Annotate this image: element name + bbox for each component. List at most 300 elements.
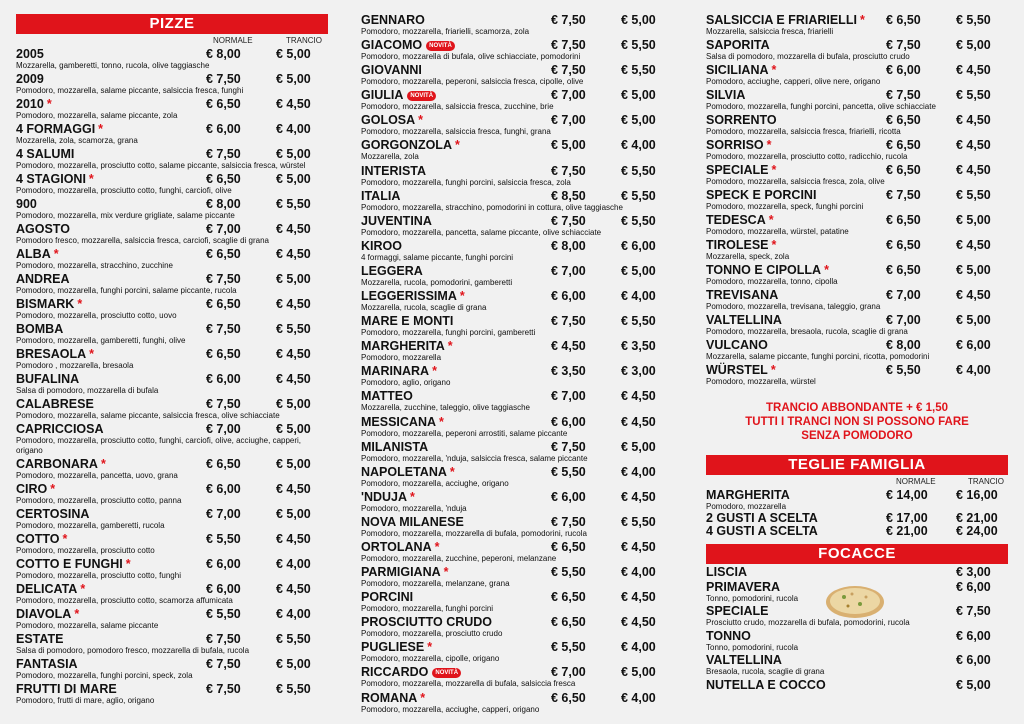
menu-item-name: ROMANA — [361, 690, 418, 705]
price-normale: € 5,00 — [551, 138, 586, 153]
menu-item-description: Pomodoro, mozzarella, prosciutto cotto, panna — [16, 495, 182, 505]
menu-item-name: LEGGERA — [361, 263, 423, 278]
price-trancio: € 4,50 — [956, 288, 991, 302]
menu-item-name: ORTOLANA — [361, 539, 432, 554]
price-normale: € 6,00 — [886, 63, 921, 77]
star-icon: * — [766, 138, 772, 152]
focaccia-item — [706, 654, 1008, 677]
price-trancio: € 4,00 — [621, 565, 656, 580]
menu-item-line — [361, 466, 673, 479]
menu-item-line — [361, 541, 673, 554]
menu-column-2 — [361, 14, 673, 717]
menu-item-description: Pomodoro, mozzarella, stracchino, pomodorini in cottura, olive taggiasche — [361, 202, 623, 212]
star-icon: * — [439, 414, 444, 429]
menu-item-name: 2010 — [16, 97, 44, 111]
teglie-column-headers — [706, 475, 1008, 489]
menu-item-line — [706, 39, 1008, 52]
menu-item-description: Pomodoro, mozzarella, salsiccia fresca, zola, olive — [706, 177, 885, 186]
price-trancio: € 5,00 — [276, 456, 311, 471]
menu-item — [361, 39, 673, 62]
menu-item-name: SAPORITA — [706, 38, 770, 52]
menu-item-line — [706, 339, 1008, 352]
menu-item-description: Mozzarella, zola, scamorza, grana — [16, 136, 138, 145]
menu-item — [16, 483, 328, 506]
focaccia-price: € 3,00 — [956, 564, 991, 579]
menu-item-description: Pomodoro, mozzarella, peperoni, salsiccia fresca, cipolle, olive — [361, 77, 584, 87]
price-normale: € 4,50 — [551, 339, 586, 354]
menu-item — [706, 364, 1008, 387]
price-trancio: € 4,50 — [621, 414, 656, 429]
menu-item — [706, 239, 1008, 262]
star-icon: * — [88, 172, 94, 186]
menu-item — [16, 398, 328, 421]
pizze-header: PIZZE — [16, 14, 328, 34]
teglie-header: TEGLIE FAMIGLIA — [706, 455, 1008, 475]
menu-item — [16, 558, 328, 581]
novita-badge: NOVITÀ — [426, 41, 455, 51]
menu-item-line — [361, 616, 673, 629]
price-trancio: € 4,00 — [956, 363, 991, 377]
price-trancio: € 5,50 — [276, 681, 311, 696]
price-trancio: € 5,50 — [956, 13, 991, 27]
focaccia-item-line — [706, 581, 1008, 594]
menu-item-line — [361, 114, 673, 127]
star-icon: * — [859, 13, 865, 27]
menu-item — [361, 566, 673, 589]
price-trancio: € 4,50 — [276, 247, 311, 261]
menu-item — [706, 64, 1008, 87]
pizza-list-2 — [361, 14, 673, 714]
menu-item — [706, 289, 1008, 312]
menu-item — [706, 339, 1008, 362]
price-trancio: € 4,50 — [276, 372, 311, 386]
star-icon: * — [771, 63, 777, 77]
star-icon: * — [427, 640, 433, 655]
menu-item — [361, 365, 673, 388]
menu-item — [706, 164, 1008, 187]
menu-item — [16, 423, 328, 455]
teglie-list — [706, 489, 1008, 538]
price-normale: € 7,50 — [206, 656, 241, 671]
menu-item — [361, 491, 673, 514]
teglia-item — [706, 525, 1008, 538]
menu-item — [706, 314, 1008, 337]
price-trancio: € 5,00 — [276, 656, 311, 671]
price-normale: € 6,50 — [551, 615, 586, 630]
menu-item-line — [361, 365, 673, 378]
price-trancio: € 4,00 — [276, 556, 311, 571]
menu-item-description: Salsa di pomodoro, mozzarella di bufala, prosciutto crudo — [706, 52, 910, 61]
menu-item — [16, 48, 328, 71]
menu-item — [16, 348, 328, 371]
price-normale: € 6,50 — [886, 138, 921, 152]
menu-item-line — [706, 189, 1008, 202]
menu-item-name: COTTO — [16, 531, 60, 546]
price-trancio: € 5,00 — [621, 439, 656, 454]
menu-item-name: COTTO E FUNGHI — [16, 556, 123, 571]
menu-item-name: TREVISANA — [706, 288, 779, 302]
menu-item-line — [361, 89, 673, 102]
price-normale: € 6,50 — [886, 163, 921, 177]
price-normale: € 6,00 — [206, 581, 241, 596]
menu-item-name: WÜRSTEL — [706, 363, 768, 377]
price-trancio: € 4,50 — [276, 97, 311, 111]
menu-item-name: JUVENTINA — [361, 213, 432, 228]
menu-item — [361, 416, 673, 439]
menu-item-name: PUGLIESE — [361, 640, 425, 655]
price-trancio: € 4,50 — [621, 590, 656, 605]
price-normale: € 6,50 — [551, 590, 586, 605]
focaccia-item-name: LISCIA — [706, 564, 747, 579]
focaccia-item-name: PRIMAVERA — [706, 579, 781, 594]
price-trancio: € 4,00 — [621, 464, 656, 479]
menu-item — [16, 533, 328, 556]
menu-item-line — [361, 390, 673, 403]
menu-item-name: NOVA MILANESE — [361, 514, 464, 529]
menu-item-description: Pomodoro, mozzarella, prosciutto cotto, funghi, carciofi, olive, acciughe, capperi, origano — [16, 436, 302, 455]
menu-item-name: SICILIANA — [706, 63, 769, 77]
menu-item-name: CERTOSINA — [16, 506, 90, 521]
price-normale: € 6,50 — [206, 97, 241, 111]
menu-item-description: Pomodoro, mozzarella, salsiccia fresca, funghi, grana — [361, 127, 551, 137]
pizza-list-1 — [16, 48, 328, 705]
price-trancio: € 5,00 — [956, 213, 991, 227]
menu-item — [706, 139, 1008, 162]
price-normale: € 6,50 — [206, 172, 241, 186]
menu-item-line — [361, 666, 673, 679]
menu-item-description: Pomodoro, mozzarella di bufala, olive schiacciate, pomodorini — [361, 52, 581, 62]
focaccia-price: € 7,50 — [956, 604, 991, 618]
teglia-item — [706, 489, 1008, 512]
price-normale: € 5,50 — [206, 531, 241, 546]
star-icon: * — [50, 481, 56, 496]
teglia-price-trancio: € 21,00 — [956, 510, 998, 525]
menu-item — [361, 541, 673, 564]
menu-item-name: DELICATA — [16, 581, 78, 596]
focacce-header: FOCACCE — [706, 544, 1008, 564]
menu-item-line — [361, 190, 673, 203]
price-trancio: € 4,50 — [276, 297, 311, 311]
menu-column-1 — [16, 14, 328, 708]
price-normale: € 7,00 — [551, 263, 586, 278]
menu-item-line — [706, 64, 1008, 77]
menu-item-description: Pomodoro, mozzarella, salsiccia fresca, zucchine, brie — [361, 102, 554, 112]
menu-item-name: NAPOLETANA — [361, 464, 447, 479]
menu-item-name: MESSICANA — [361, 414, 437, 429]
star-icon: * — [459, 289, 465, 304]
menu-item-line — [16, 173, 328, 186]
menu-item-description: Pomodoro fresco, mozzarella, salsiccia fresca, carciofi, scaglie di grana — [16, 236, 269, 245]
menu-item-description: Pomodoro, mozzarella, mozzarella di bufala, pomodorini, rucola — [361, 528, 587, 538]
price-trancio: € 4,00 — [621, 690, 656, 705]
menu-item-description: Pomodoro, mozzarella, prosciutto cotto, salame piccante, salsiccia fresca, würstel — [16, 161, 306, 170]
price-normale: € 6,50 — [886, 213, 921, 227]
trancio-note-line2: TUTTI I TRANCI NON SI POSSONO FARE — [745, 416, 969, 428]
focaccia-item-line — [706, 605, 1008, 618]
menu-item-line — [16, 148, 328, 161]
menu-item-line — [16, 483, 328, 496]
menu-item-line — [361, 315, 673, 328]
menu-item-line — [16, 683, 328, 696]
price-normale: € 6,50 — [551, 690, 586, 705]
focaccia-item-description: Tonno, pomodorini, rucola — [706, 642, 799, 652]
focaccia-item-description: Tonno, pomodorini, rucola — [706, 593, 799, 603]
menu-column-3 — [706, 14, 1008, 694]
price-normale: € 6,00 — [206, 556, 241, 571]
menu-item-line — [16, 633, 328, 646]
focaccia-price: € 6,00 — [956, 579, 991, 594]
price-trancio: € 5,50 — [956, 88, 991, 102]
price-normale: € 6,50 — [886, 13, 921, 27]
focaccia-price: € 6,00 — [956, 628, 991, 643]
price-normale: € 7,50 — [551, 314, 586, 329]
focaccia-item — [706, 581, 1008, 604]
price-normale: € 7,50 — [206, 272, 241, 286]
price-trancio: € 6,00 — [621, 238, 656, 253]
menu-item — [706, 214, 1008, 237]
focaccia-item-line — [706, 630, 1008, 643]
price-trancio: € 4,50 — [956, 63, 991, 77]
menu-item-line — [16, 398, 328, 411]
menu-item-description: Pomodoro, mozzarella, peperoni arrostiti, salame piccante — [361, 428, 568, 438]
menu-item-description: Pomodoro, mozzarella, pancetta, salame piccante, olive schiacciate — [361, 227, 602, 237]
star-icon: * — [100, 456, 106, 471]
price-trancio: € 5,00 — [276, 172, 311, 186]
menu-item-description: Pomodoro, mozzarella, bresaola, rucola, scaglie di grana — [706, 327, 908, 336]
menu-item-name: ANDREA — [16, 272, 70, 286]
price-trancio: € 5,50 — [621, 38, 656, 53]
price-normale: € 7,50 — [206, 397, 241, 411]
menu-item-description: Mozzarella, speck, zola — [706, 252, 790, 261]
price-normale: € 6,50 — [886, 263, 921, 277]
price-normale: € 7,50 — [551, 439, 586, 454]
price-normale: € 7,00 — [551, 665, 586, 680]
price-trancio: € 5,00 — [276, 272, 311, 286]
menu-item-description: Pomodoro, mozzarella, funghi porcini, pancetta, olive schiacciate — [706, 102, 936, 111]
star-icon: * — [418, 113, 424, 128]
menu-item-line — [16, 323, 328, 336]
menu-item-description: Pomodoro, mozzarella — [361, 353, 442, 363]
price-normale: € 7,50 — [551, 213, 586, 228]
menu-item-line — [706, 264, 1008, 277]
price-normale: € 7,50 — [551, 13, 586, 27]
price-trancio: € 4,00 — [621, 138, 656, 153]
price-trancio: € 5,00 — [276, 397, 311, 411]
price-trancio: € 4,50 — [276, 581, 311, 596]
menu-item-name: PORCINI — [361, 590, 414, 605]
menu-item — [361, 390, 673, 413]
price-normale: € 7,00 — [886, 288, 921, 302]
menu-item-name: GIACOMO — [361, 38, 423, 53]
trancio-note-line3: SENZA POMODORO — [801, 430, 913, 442]
menu-item-description: Mozzarella, salsiccia fresca, friarielli — [706, 27, 834, 36]
teglia-item-line — [706, 525, 1008, 538]
menu-item-description: Pomodoro, mozzarella, tonno, cipolla — [706, 277, 838, 286]
menu-item-name: BOMBA — [16, 322, 64, 336]
menu-item — [16, 683, 328, 706]
menu-item-name: DIAVOLA — [16, 606, 72, 621]
menu-item-line — [361, 290, 673, 303]
price-normale: € 6,50 — [206, 347, 241, 361]
menu-item-description: Salsa di pomodoro, mozzarella di bufala — [16, 386, 159, 395]
price-trancio: € 4,50 — [276, 347, 311, 361]
price-normale: € 7,50 — [886, 188, 921, 202]
menu-item — [361, 315, 673, 338]
price-trancio: € 5,00 — [276, 147, 311, 161]
menu-item-name: MARE E MONTI — [361, 314, 454, 329]
menu-item — [706, 264, 1008, 287]
price-normale: € 5,50 — [551, 464, 586, 479]
star-icon: * — [432, 364, 437, 379]
focaccia-item-name: VALTELLINA — [706, 653, 782, 667]
menu-item — [16, 323, 328, 346]
menu-item-name: 900 — [16, 197, 37, 211]
menu-item-description: Pomodoro, mozzarella, prosciutto cotto, funghi — [16, 570, 181, 580]
menu-item-name: LEGGERISSIMA — [361, 289, 457, 304]
menu-item-name: INTERISTA — [361, 163, 427, 178]
menu-item-description: Pomodoro, mozzarella, melanzane, grana — [361, 579, 510, 589]
menu-item-line — [361, 692, 673, 705]
focaccia-item-name: TONNO — [706, 628, 751, 643]
star-icon: * — [410, 489, 415, 504]
menu-item — [16, 508, 328, 531]
price-trancio: € 4,50 — [276, 481, 311, 496]
price-trancio: € 5,50 — [956, 188, 991, 202]
menu-item — [16, 608, 328, 631]
price-normale: € 6,00 — [551, 489, 586, 504]
novita-badge: NOVITÀ — [407, 91, 436, 101]
menu-item — [706, 14, 1008, 37]
menu-item-name: GENNARO — [361, 13, 425, 27]
star-icon: * — [74, 606, 80, 621]
price-normale: € 7,50 — [206, 631, 241, 646]
menu-item-description: Mozzarella, gamberetti, tonno, rucola, olive taggiasche — [16, 61, 210, 70]
price-normale: € 7,50 — [886, 38, 921, 52]
menu-item-line — [16, 198, 328, 211]
price-normale: € 6,00 — [551, 289, 586, 304]
menu-item-line — [706, 364, 1008, 377]
price-trancio: € 5,00 — [621, 113, 656, 128]
menu-item-description: Pomodoro, mozzarella, speck, funghi porcini — [706, 202, 864, 211]
menu-item-description: Pomodoro, mozzarella, stracchino, zucchine — [16, 261, 173, 270]
menu-item-description: Pomodoro, mozzarella, funghi porcini — [361, 604, 494, 614]
price-trancio: € 4,00 — [276, 606, 311, 621]
menu-item-line — [16, 533, 328, 546]
menu-item-line — [706, 89, 1008, 102]
menu-item-line — [361, 516, 673, 529]
star-icon: * — [454, 138, 460, 153]
price-trancio: € 4,50 — [276, 222, 311, 236]
menu-item-line — [16, 423, 328, 436]
price-normale: € 8,00 — [551, 238, 586, 253]
menu-item-description: Pomodoro, mozzarella, gamberetti, funghi, olive — [16, 336, 186, 345]
menu-item-line — [361, 14, 673, 27]
price-trancio: € 5,50 — [276, 197, 311, 211]
menu-item — [361, 139, 673, 162]
menu-item-name: ITALIA — [361, 188, 401, 203]
price-normale: € 7,50 — [551, 163, 586, 178]
focaccia-item-description: Prosciutto crudo, mozzarella di bufala, pomodorini, rucola — [706, 618, 910, 627]
menu-item-line — [16, 608, 328, 621]
menu-item-line — [361, 165, 673, 178]
price-trancio: € 4,50 — [621, 539, 656, 554]
price-normale: € 6,50 — [886, 113, 921, 127]
menu-item-line — [361, 641, 673, 654]
price-normale: € 6,50 — [206, 247, 241, 261]
focaccia-price: € 5,00 — [956, 677, 991, 692]
menu-item-name: ESTATE — [16, 631, 64, 646]
menu-item-name: SILVIA — [706, 88, 746, 102]
menu-item-line — [706, 314, 1008, 327]
menu-item — [16, 583, 328, 606]
star-icon: * — [53, 247, 59, 261]
focaccia-item — [706, 630, 1008, 653]
menu-item-line — [361, 265, 673, 278]
menu-item-name: BUFALINA — [16, 372, 80, 386]
menu-item-line — [361, 64, 673, 77]
price-trancio: € 5,00 — [956, 313, 991, 327]
menu-item-name: PROSCIUTTO CRUDO — [361, 615, 493, 630]
menu-item-description: Mozzarella, zola — [361, 152, 419, 162]
menu-item-description: Mozzarella, rucola, pomodorini, gamberetti — [361, 277, 513, 287]
menu-item-name: MILANISTA — [361, 439, 429, 454]
price-normale: € 3,50 — [551, 364, 586, 379]
price-normale: € 7,00 — [551, 113, 586, 128]
focaccia-item-line — [706, 566, 1008, 579]
menu-item-description: Pomodoro , mozzarella, bresaola — [16, 361, 134, 370]
menu-item — [361, 89, 673, 112]
menu-item-name: VULCANO — [706, 338, 768, 352]
price-trancio: € 5,50 — [621, 163, 656, 178]
menu-item — [361, 290, 673, 313]
price-trancio: € 4,50 — [956, 163, 991, 177]
price-column-headers — [16, 34, 328, 48]
price-normale: € 7,50 — [206, 147, 241, 161]
price-normale: € 8,50 — [551, 188, 586, 203]
menu-item-line — [361, 139, 673, 152]
menu-item-name: CARBONARA — [16, 456, 98, 471]
price-normale: € 7,50 — [886, 88, 921, 102]
menu-item-name: MARINARA — [361, 364, 430, 379]
menu-item-line — [706, 164, 1008, 177]
menu-item-description: Pomodoro, mozzarella, funghi porcini, salame piccante, rucola — [16, 286, 237, 295]
menu-item-name: SALSICCIA E FRIARIELLI — [706, 13, 857, 27]
menu-item-description: Pomodoro, mozzarella, gamberetti, rucola — [16, 520, 165, 530]
price-trancio: € 5,00 — [621, 263, 656, 278]
menu-item-name: KIROO — [361, 238, 402, 253]
star-icon: * — [77, 297, 83, 311]
teglia-price-trancio: € 24,00 — [956, 523, 998, 538]
star-icon: * — [80, 581, 86, 596]
price-normale: € 5,50 — [551, 565, 586, 580]
price-normale: € 6,00 — [206, 122, 241, 136]
menu-item-name: GIOVANNI — [361, 63, 422, 78]
menu-item-line — [16, 248, 328, 261]
price-trancio: € 5,50 — [276, 631, 311, 646]
price-normale: € 6,50 — [551, 539, 586, 554]
menu-item — [361, 64, 673, 87]
menu-item-name: AGOSTO — [16, 222, 70, 236]
menu-item-name: CAPRICCIOSA — [16, 422, 104, 436]
price-normale: € 5,50 — [551, 640, 586, 655]
menu-item-name: PARMIGIANA — [361, 565, 441, 580]
price-normale: € 6,50 — [206, 297, 241, 311]
price-normale: € 7,00 — [886, 313, 921, 327]
menu-item — [361, 165, 673, 188]
price-normale: € 5,50 — [886, 363, 921, 377]
menu-item-description: Pomodoro, frutti di mare, aglio, origano — [16, 695, 155, 705]
price-trancio: € 3,00 — [621, 364, 656, 379]
